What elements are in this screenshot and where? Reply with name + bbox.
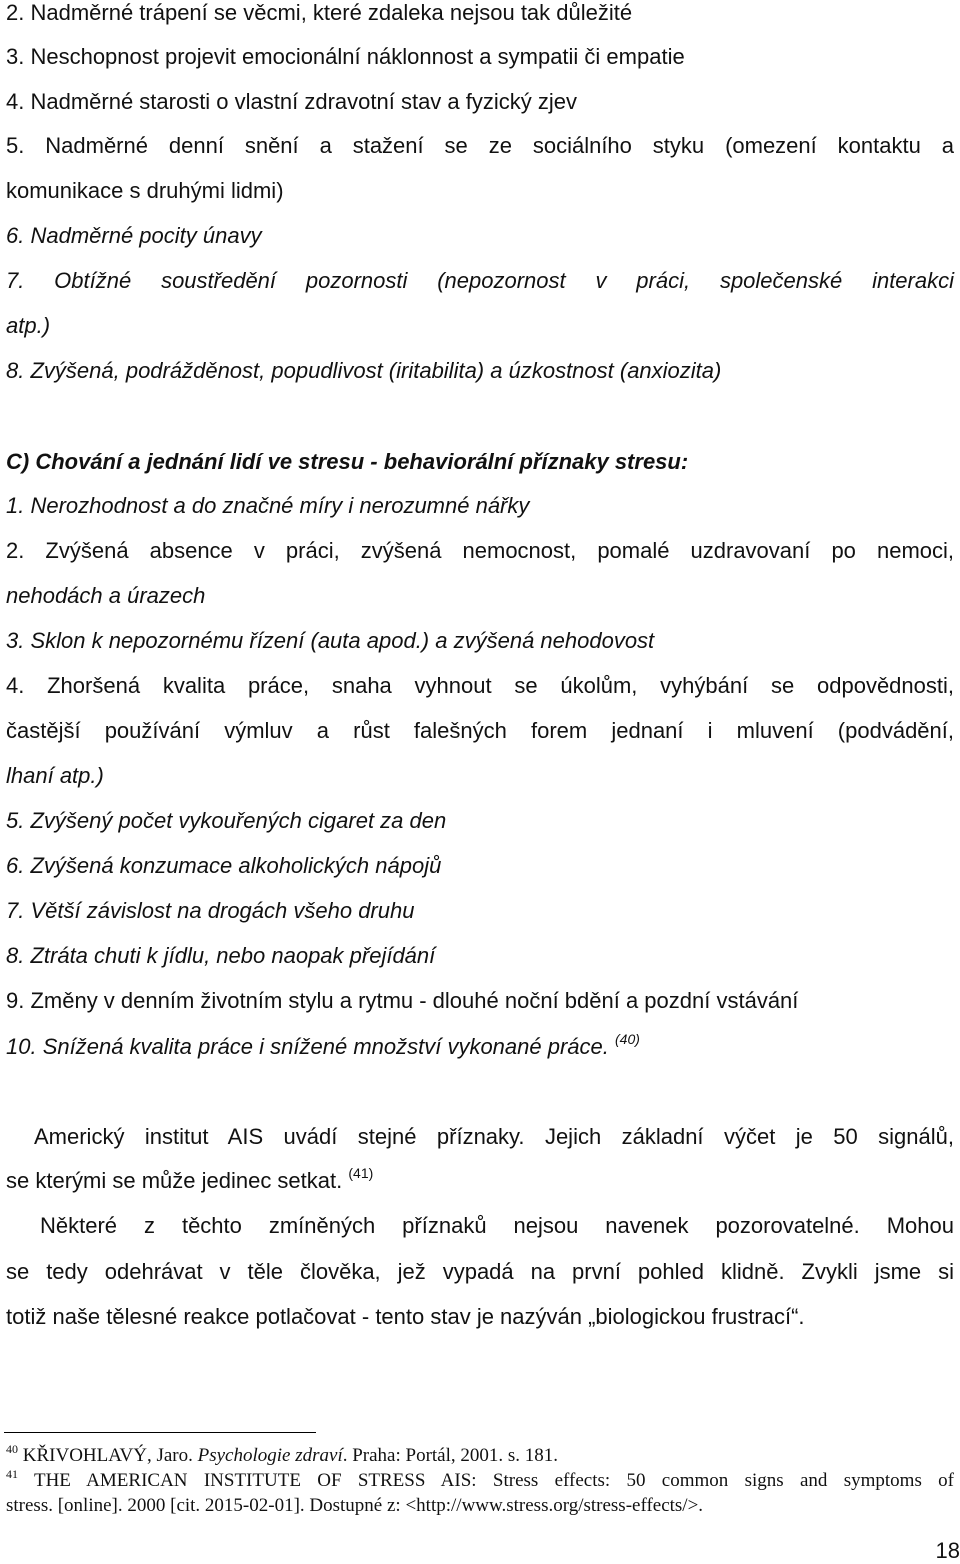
list-item: 6. Nadměrné pocity únavy xyxy=(6,223,262,248)
list-item: 4. Zhoršená kvalita práce, snaha vyhnout se úkolům, vyhýbání se odpovědnosti, xyxy=(6,673,954,698)
footnote-41-continuation: stress. [online]. 2000 [cit. 2015-02-01]. Dostupné z: <http://www.stress.org/stress-effects/>. xyxy=(6,1495,704,1516)
list-item: 9. Změny v denním životním stylu a rytmu - dlouhé noční bdění a pozdní vstávání xyxy=(6,988,799,1013)
list-item: 6. Zvýšená konzumace alkoholických nápojů xyxy=(6,853,442,878)
footnote-41 xyxy=(6,1467,954,1492)
list-item: 8. Zvýšená, podrážděnost, popudlivost (iritabilita) a úzkostnost (anxiozita) xyxy=(6,358,722,383)
footnote-number: 40 xyxy=(6,1442,18,1456)
paragraph-line xyxy=(6,1165,954,1194)
list-item: 7. Obtížné soustředění pozornosti (nepozornost v práci, společenské interakci xyxy=(6,268,954,293)
list-item: 2. Zvýšená absence v práci, zvýšená nemocnost, pomalé uzdravovaní po nemoci, xyxy=(6,538,954,563)
list-item: 2. Nadměrné trápení se věcmi, které zdaleka nejsou tak důležité xyxy=(6,0,633,25)
list-item: 3. Neschopnost projevit emocionální náklonnost a sympatii či empatie xyxy=(6,44,685,69)
page-number: 18 xyxy=(935,1538,960,1563)
footnote-title: Psychologie zdraví xyxy=(197,1445,343,1466)
footnote-text: THE AMERICAN INSTITUTE OF STRESS AIS: Stress effects: 50 common signs and symptoms of xyxy=(33,1470,954,1491)
citation-ref-41: (41) xyxy=(348,1165,374,1181)
list-item: 7. Větší závislost na drogách všeho druhu xyxy=(6,898,415,923)
paragraph-line: Americký institut AIS uvádí stejné příznaky. Jejich základní výčet je 50 signálů, xyxy=(34,1124,954,1149)
paragraph-line: totiž naše tělesné reakce potlačovat - tento stav je nazýván „biologickou frustrací“. xyxy=(6,1304,805,1329)
list-item-text: 10. Snížená kvalita práce i snížené množství vykonané práce. xyxy=(6,1034,609,1059)
list-item-continuation: atp.) xyxy=(6,313,51,338)
list-item-continuation: častější používání výmluv a růst falešných forem jednaní i mluvení (podvádění, xyxy=(6,718,954,743)
list-item: 8. Ztráta chuti k jídlu, nebo naopak přejídání xyxy=(6,943,436,968)
section-heading: C) Chování a jednání lidí ve stresu - behaviorální příznaky stresu: xyxy=(6,449,689,474)
footnote-separator xyxy=(4,1432,316,1433)
list-item-continuation: lhaní atp.) xyxy=(6,763,104,788)
footnote-rest: . Praha: Portál, 2001. s. 181. xyxy=(342,1445,559,1466)
list-item-continuation: komunikace s druhými lidmi) xyxy=(6,178,284,203)
paragraph-line: se tedy odehrávat v těle člověka, jež vypadá na první pohled klidně. Zvykli jsme si xyxy=(6,1259,954,1284)
list-item: 5. Zvýšený počet vykouřených cigaret za den xyxy=(6,808,447,833)
paragraph-text: se kterými se může jedinec setkat. xyxy=(6,1168,343,1193)
citation-ref-40: (40) xyxy=(615,1031,640,1047)
list-item: 1. Nerozhodnost a do značné míry i nerozumné nářky xyxy=(6,493,530,518)
list-item: 5. Nadměrné denní snění a stažení se ze sociálního styku (omezení kontaktu a xyxy=(6,133,954,158)
list-item: 3. Sklon k nepozornému řízení (auta apod.) a zvýšená nehodovost xyxy=(6,628,655,653)
footnote-author: KŘIVOHLAVÝ, Jaro. xyxy=(22,1445,198,1466)
footnote-number: 41 xyxy=(6,1467,18,1481)
list-item-continuation: nehodách a úrazech xyxy=(6,583,206,608)
paragraph-line: Některé z těchto zmíněných příznaků nejsou navenek pozorovatelné. Mohou xyxy=(40,1213,954,1238)
list-item xyxy=(6,1031,954,1060)
list-item: 4. Nadměrné starosti o vlastní zdravotní stav a fyzický zjev xyxy=(6,89,578,114)
footnote-40 xyxy=(6,1442,954,1467)
